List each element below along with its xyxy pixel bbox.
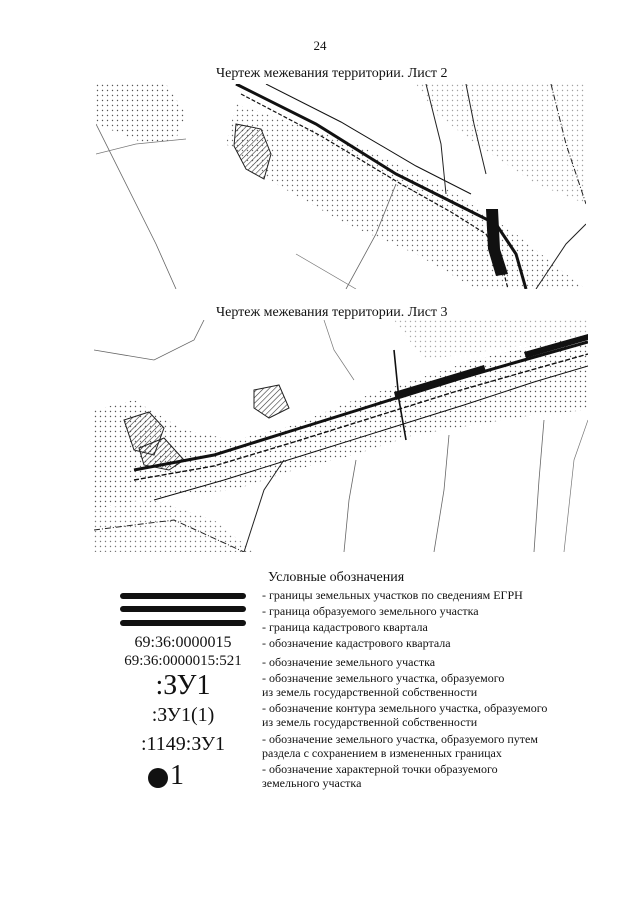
legend-item-egrn-boundaries: - границы земельных участков по сведениям ЕГРН (262, 588, 523, 602)
legend-item-point: - обозначение характерной точки образуемого (262, 762, 498, 776)
formed-parcel-boundary-symbol (120, 606, 246, 612)
cadastral-quarter-boundary-symbol (120, 620, 246, 626)
legend-item-formed-parcel-boundary: - граница образуемого земельного участка (262, 604, 479, 618)
cadastral-map-sheet-3 (94, 320, 588, 552)
quarter-code-symbol: 69:36:0000015 (134, 634, 232, 651)
zu1-symbol: :ЗУ1 (155, 670, 211, 701)
legend-heading: Условные обозначения (268, 570, 405, 585)
zu1-contour-symbol: :ЗУ1(1) (151, 704, 215, 726)
cadastral-map-sheet-2 (96, 84, 586, 289)
legend-item-zu1: - обозначение земельного участка, образуемого (262, 671, 505, 685)
legend-item-point-cont: земельного участка (262, 776, 362, 790)
legend-item-quarter-boundary: - граница кадастрового квартала (262, 620, 428, 634)
legend-item-redistributed: - обозначение земельного участка, образуемого путем (262, 732, 538, 746)
map-title-sheet-2: Чертеж межевания территории. Лист 2 (216, 66, 448, 81)
map-title-sheet-3: Чертеж межевания территории. Лист 3 (216, 305, 448, 320)
legend-item-quarter-code: - обозначение кадастрового квартала (262, 636, 451, 650)
point-marker-icon (148, 768, 168, 788)
egrn-boundary-symbol (120, 593, 246, 599)
parcel-code-symbol: 69:36:0000015:521 (124, 653, 242, 669)
legend-item-parcel-code: - обозначение земельного участка (262, 655, 436, 669)
zu-redistributed-symbol: :1149:ЗУ1 (140, 733, 226, 755)
legend-item-redistributed-cont: раздела с сохранением в измененных границах (262, 746, 502, 760)
page-number: 24 (313, 38, 327, 53)
legend-item-zu1-contour-cont: из земель государственной собственности (262, 715, 478, 729)
legend-item-zu1-contour: - обозначение контура земельного участка, образуемого (262, 701, 548, 715)
point-number-symbol: 1 (170, 760, 184, 791)
legend-item-zu1-cont: из земель государственной собственности (262, 685, 478, 699)
